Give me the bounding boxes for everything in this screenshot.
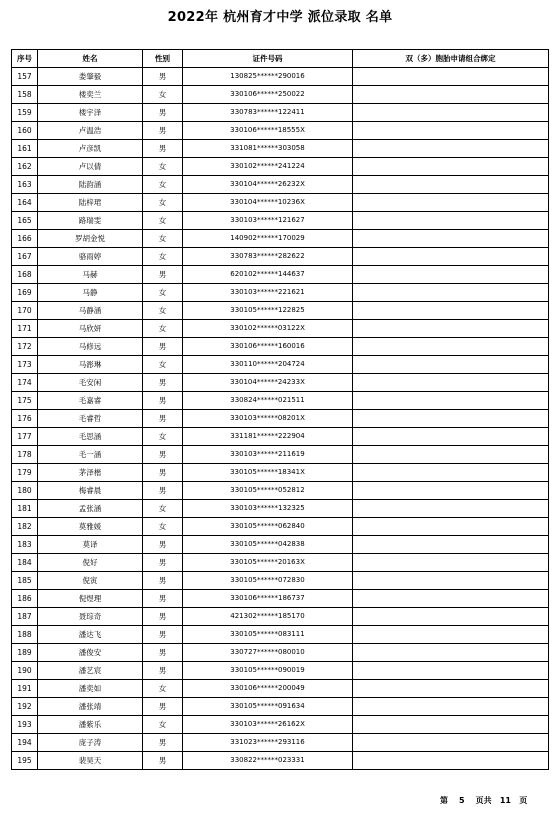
cell-sex: 女: [143, 518, 183, 536]
cell-sex: 男: [143, 644, 183, 662]
cell-seq: 188: [12, 626, 38, 644]
table-row: [12, 626, 549, 644]
cell-seq: 176: [12, 410, 38, 428]
cell-name: 毛安闲: [38, 374, 143, 392]
cell-id: 330104******10236X: [183, 194, 353, 212]
cell-name: 潘张靖: [38, 698, 143, 716]
cell-seq: 187: [12, 608, 38, 626]
cell-seq: 192: [12, 698, 38, 716]
cell-seq: 191: [12, 680, 38, 698]
table-row: [12, 194, 549, 212]
cell-id: 330103******211619: [183, 446, 353, 464]
cell-name: 毛一涵: [38, 446, 143, 464]
table-row: [12, 500, 549, 518]
cell-id: 330103******132325: [183, 500, 353, 518]
table-row: [12, 248, 549, 266]
cell-seq: 173: [12, 356, 38, 374]
cell-name: 娄肇毅: [38, 68, 143, 86]
table-row: [12, 518, 549, 536]
cell-id: 330105******090019: [183, 662, 353, 680]
table-row: [12, 428, 549, 446]
table-row: [12, 698, 549, 716]
cell-sex: 男: [143, 572, 183, 590]
cell-sex: 男: [143, 554, 183, 572]
cell-twin: [353, 518, 549, 536]
cell-seq: 166: [12, 230, 38, 248]
table-row: [12, 554, 549, 572]
cell-id: 331181******222904: [183, 428, 353, 446]
cell-sex: 男: [143, 140, 183, 158]
cell-name: 陆梓珺: [38, 194, 143, 212]
cell-name: 潘艺宸: [38, 662, 143, 680]
cell-id: 421302******185170: [183, 608, 353, 626]
cell-name: 马静涵: [38, 302, 143, 320]
cell-name: 楼宇泽: [38, 104, 143, 122]
cell-twin: [353, 662, 549, 680]
table-row: [12, 68, 549, 86]
cell-sex: 男: [143, 392, 183, 410]
cell-seq: 175: [12, 392, 38, 410]
cell-id: 330105******062840: [183, 518, 353, 536]
table-row: [12, 446, 549, 464]
footer-total-pages: 11: [499, 796, 511, 805]
cell-name: 毛嘉睿: [38, 392, 143, 410]
cell-twin: [353, 626, 549, 644]
cell-id: 330106******200049: [183, 680, 353, 698]
table-header-row: [12, 50, 549, 68]
cell-id: 330105******091634: [183, 698, 353, 716]
cell-twin: [353, 140, 549, 158]
table-row: [12, 140, 549, 158]
cell-twin: [353, 176, 549, 194]
cell-sex: 男: [143, 698, 183, 716]
cell-name: 卢温浩: [38, 122, 143, 140]
cell-id: 620102******144637: [183, 266, 353, 284]
table-row: [12, 644, 549, 662]
cell-sex: 男: [143, 482, 183, 500]
table-row: [12, 680, 549, 698]
cell-sex: 女: [143, 428, 183, 446]
cell-twin: [353, 734, 549, 752]
cell-seq: 195: [12, 752, 38, 770]
cell-id: 330103******221621: [183, 284, 353, 302]
cell-twin: [353, 302, 549, 320]
cell-seq: 182: [12, 518, 38, 536]
cell-name: 路瑞雯: [38, 212, 143, 230]
cell-name: 罗胡金悦: [38, 230, 143, 248]
cell-name: 庞子涛: [38, 734, 143, 752]
cell-seq: 159: [12, 104, 38, 122]
cell-id: 330105******072830: [183, 572, 353, 590]
cell-sex: 男: [143, 536, 183, 554]
cell-id: 330103******26162X: [183, 716, 353, 734]
table-row: [12, 464, 549, 482]
footer-prefix: 第: [440, 796, 448, 805]
cell-twin: [353, 572, 549, 590]
cell-id: 330824******021511: [183, 392, 353, 410]
cell-seq: 185: [12, 572, 38, 590]
cell-seq: 194: [12, 734, 38, 752]
cell-twin: [353, 212, 549, 230]
cell-sex: 女: [143, 284, 183, 302]
cell-sex: 女: [143, 248, 183, 266]
cell-twin: [353, 446, 549, 464]
cell-sex: 女: [143, 302, 183, 320]
footer-page-number: 5: [459, 796, 465, 805]
cell-seq: 186: [12, 590, 38, 608]
table-row: [12, 356, 549, 374]
cell-seq: 193: [12, 716, 38, 734]
table-row: [12, 752, 549, 770]
cell-name: 马修远: [38, 338, 143, 356]
cell-id: 330105******083111: [183, 626, 353, 644]
page-title: 2022年 杭州育才中学 派位录取 名单: [167, 10, 393, 25]
cell-sex: 男: [143, 608, 183, 626]
cell-id: 330102******03122X: [183, 320, 353, 338]
cell-twin: [353, 86, 549, 104]
cell-id: 330104******26232X: [183, 176, 353, 194]
cell-twin: [353, 428, 549, 446]
cell-name: 马浵琳: [38, 356, 143, 374]
cell-twin: [353, 284, 549, 302]
table-row: [12, 176, 549, 194]
cell-name: 孟张涵: [38, 500, 143, 518]
header-sex: 性别: [143, 50, 183, 68]
cell-id: 330822******023331: [183, 752, 353, 770]
cell-sex: 女: [143, 716, 183, 734]
cell-seq: 164: [12, 194, 38, 212]
cell-twin: [353, 752, 549, 770]
cell-sex: 男: [143, 104, 183, 122]
cell-twin: [353, 338, 549, 356]
cell-id: 330106******18555X: [183, 122, 353, 140]
cell-seq: 179: [12, 464, 38, 482]
cell-name: 裴昊天: [38, 752, 143, 770]
table-row: [12, 212, 549, 230]
footer-middle: 页共: [475, 796, 492, 805]
header-name: 姓名: [38, 50, 143, 68]
cell-twin: [353, 374, 549, 392]
cell-sex: 男: [143, 626, 183, 644]
cell-id: 330103******08201X: [183, 410, 353, 428]
table-row: [12, 716, 549, 734]
cell-twin: [353, 392, 549, 410]
cell-sex: 女: [143, 320, 183, 338]
cell-name: 毛思涵: [38, 428, 143, 446]
cell-id: 330105******122825: [183, 302, 353, 320]
table-row: [12, 338, 549, 356]
page-footer: [440, 795, 527, 806]
cell-twin: [353, 122, 549, 140]
cell-name: 陆韵涵: [38, 176, 143, 194]
table-row: [12, 374, 549, 392]
cell-seq: 171: [12, 320, 38, 338]
cell-twin: [353, 698, 549, 716]
cell-sex: 女: [143, 176, 183, 194]
cell-id: 330727******080010: [183, 644, 353, 662]
table-row: [12, 536, 549, 554]
cell-seq: 190: [12, 662, 38, 680]
cell-sex: 女: [143, 356, 183, 374]
cell-seq: 168: [12, 266, 38, 284]
cell-seq: 184: [12, 554, 38, 572]
cell-twin: [353, 554, 549, 572]
cell-seq: 162: [12, 158, 38, 176]
table-row: [12, 482, 549, 500]
cell-sex: 男: [143, 410, 183, 428]
cell-twin: [353, 266, 549, 284]
cell-sex: 男: [143, 464, 183, 482]
table-row: [12, 302, 549, 320]
table-row: [12, 284, 549, 302]
cell-id: 330102******241224: [183, 158, 353, 176]
cell-twin: [353, 536, 549, 554]
cell-name: 卢以倩: [38, 158, 143, 176]
cell-seq: 165: [12, 212, 38, 230]
header-seq: 序号: [12, 50, 38, 68]
cell-name: 马欣妍: [38, 320, 143, 338]
cell-sex: 男: [143, 68, 183, 86]
table-row: [12, 410, 549, 428]
cell-seq: 161: [12, 140, 38, 158]
cell-name: 毛睿哲: [38, 410, 143, 428]
cell-id: 330105******20163X: [183, 554, 353, 572]
cell-name: 梅睿晨: [38, 482, 143, 500]
cell-seq: 157: [12, 68, 38, 86]
cell-twin: [353, 104, 549, 122]
cell-name: 莫译: [38, 536, 143, 554]
cell-twin: [353, 320, 549, 338]
cell-twin: [353, 590, 549, 608]
table-row: [12, 662, 549, 680]
cell-sex: 男: [143, 590, 183, 608]
cell-id: 330106******250022: [183, 86, 353, 104]
table-row: [12, 230, 549, 248]
cell-sex: 女: [143, 158, 183, 176]
cell-id: 330104******24233X: [183, 374, 353, 392]
table-row: [12, 158, 549, 176]
cell-seq: 178: [12, 446, 38, 464]
table-row: [12, 590, 549, 608]
cell-seq: 170: [12, 302, 38, 320]
cell-name: 卢彦凯: [38, 140, 143, 158]
cell-sex: 男: [143, 338, 183, 356]
cell-name: 楼奕兰: [38, 86, 143, 104]
footer-suffix: 页: [519, 796, 528, 805]
cell-id: 330783******122411: [183, 104, 353, 122]
cell-sex: 女: [143, 194, 183, 212]
cell-sex: 男: [143, 662, 183, 680]
table-row: [12, 608, 549, 626]
cell-twin: [353, 194, 549, 212]
cell-name: 潘达飞: [38, 626, 143, 644]
cell-sex: 女: [143, 212, 183, 230]
cell-id: 140902******170029: [183, 230, 353, 248]
table-row: [12, 104, 549, 122]
cell-id: 330106******160016: [183, 338, 353, 356]
cell-sex: 男: [143, 374, 183, 392]
cell-id: 330783******282622: [183, 248, 353, 266]
cell-sex: 男: [143, 122, 183, 140]
cell-id: 330110******204724: [183, 356, 353, 374]
cell-name: 倪寅: [38, 572, 143, 590]
cell-seq: 163: [12, 176, 38, 194]
cell-id: 330105******042838: [183, 536, 353, 554]
table-body: [12, 68, 549, 770]
cell-name: 马赫: [38, 266, 143, 284]
cell-seq: 183: [12, 536, 38, 554]
cell-twin: [353, 158, 549, 176]
cell-twin: [353, 644, 549, 662]
table-row: [12, 392, 549, 410]
cell-twin: [353, 482, 549, 500]
cell-twin: [353, 68, 549, 86]
cell-id: 331023******293116: [183, 734, 353, 752]
admission-table: [11, 49, 549, 770]
cell-sex: 女: [143, 500, 183, 518]
cell-twin: [353, 248, 549, 266]
table-row: [12, 734, 549, 752]
cell-sex: 女: [143, 680, 183, 698]
header-twin: 双（多）胞胎申请组合绑定: [353, 50, 549, 68]
cell-id: 330106******186737: [183, 590, 353, 608]
cell-sex: 女: [143, 230, 183, 248]
cell-id: 330105******18341X: [183, 464, 353, 482]
cell-id: 330103******121627: [183, 212, 353, 230]
table-row: [12, 572, 549, 590]
cell-id: 130825******290016: [183, 68, 353, 86]
cell-seq: 158: [12, 86, 38, 104]
cell-twin: [353, 500, 549, 518]
header-id: 证件号码: [183, 50, 353, 68]
cell-twin: [353, 230, 549, 248]
cell-seq: 189: [12, 644, 38, 662]
cell-twin: [353, 410, 549, 428]
cell-name: 潘俊安: [38, 644, 143, 662]
cell-seq: 177: [12, 428, 38, 446]
cell-name: 倪好: [38, 554, 143, 572]
cell-seq: 172: [12, 338, 38, 356]
cell-name: 聂琮奇: [38, 608, 143, 626]
cell-name: 潘奕如: [38, 680, 143, 698]
cell-name: 莫雅媛: [38, 518, 143, 536]
table-row: [12, 320, 549, 338]
cell-sex: 男: [143, 752, 183, 770]
cell-seq: 160: [12, 122, 38, 140]
cell-seq: 169: [12, 284, 38, 302]
cell-sex: 女: [143, 86, 183, 104]
cell-name: 马静: [38, 284, 143, 302]
cell-seq: 180: [12, 482, 38, 500]
cell-name: 倪煜理: [38, 590, 143, 608]
cell-name: 潘紫乐: [38, 716, 143, 734]
cell-id: 330105******052812: [183, 482, 353, 500]
cell-twin: [353, 680, 549, 698]
cell-name: 骆雨婷: [38, 248, 143, 266]
table-row: [12, 86, 549, 104]
table-row: [12, 266, 549, 284]
cell-sex: 男: [143, 734, 183, 752]
cell-seq: 174: [12, 374, 38, 392]
cell-twin: [353, 608, 549, 626]
cell-seq: 181: [12, 500, 38, 518]
cell-seq: 167: [12, 248, 38, 266]
cell-twin: [353, 716, 549, 734]
cell-sex: 男: [143, 446, 183, 464]
cell-id: 331081******303058: [183, 140, 353, 158]
cell-twin: [353, 464, 549, 482]
cell-sex: 男: [143, 266, 183, 284]
cell-twin: [353, 356, 549, 374]
cell-name: 茅泽楷: [38, 464, 143, 482]
table-row: [12, 122, 549, 140]
